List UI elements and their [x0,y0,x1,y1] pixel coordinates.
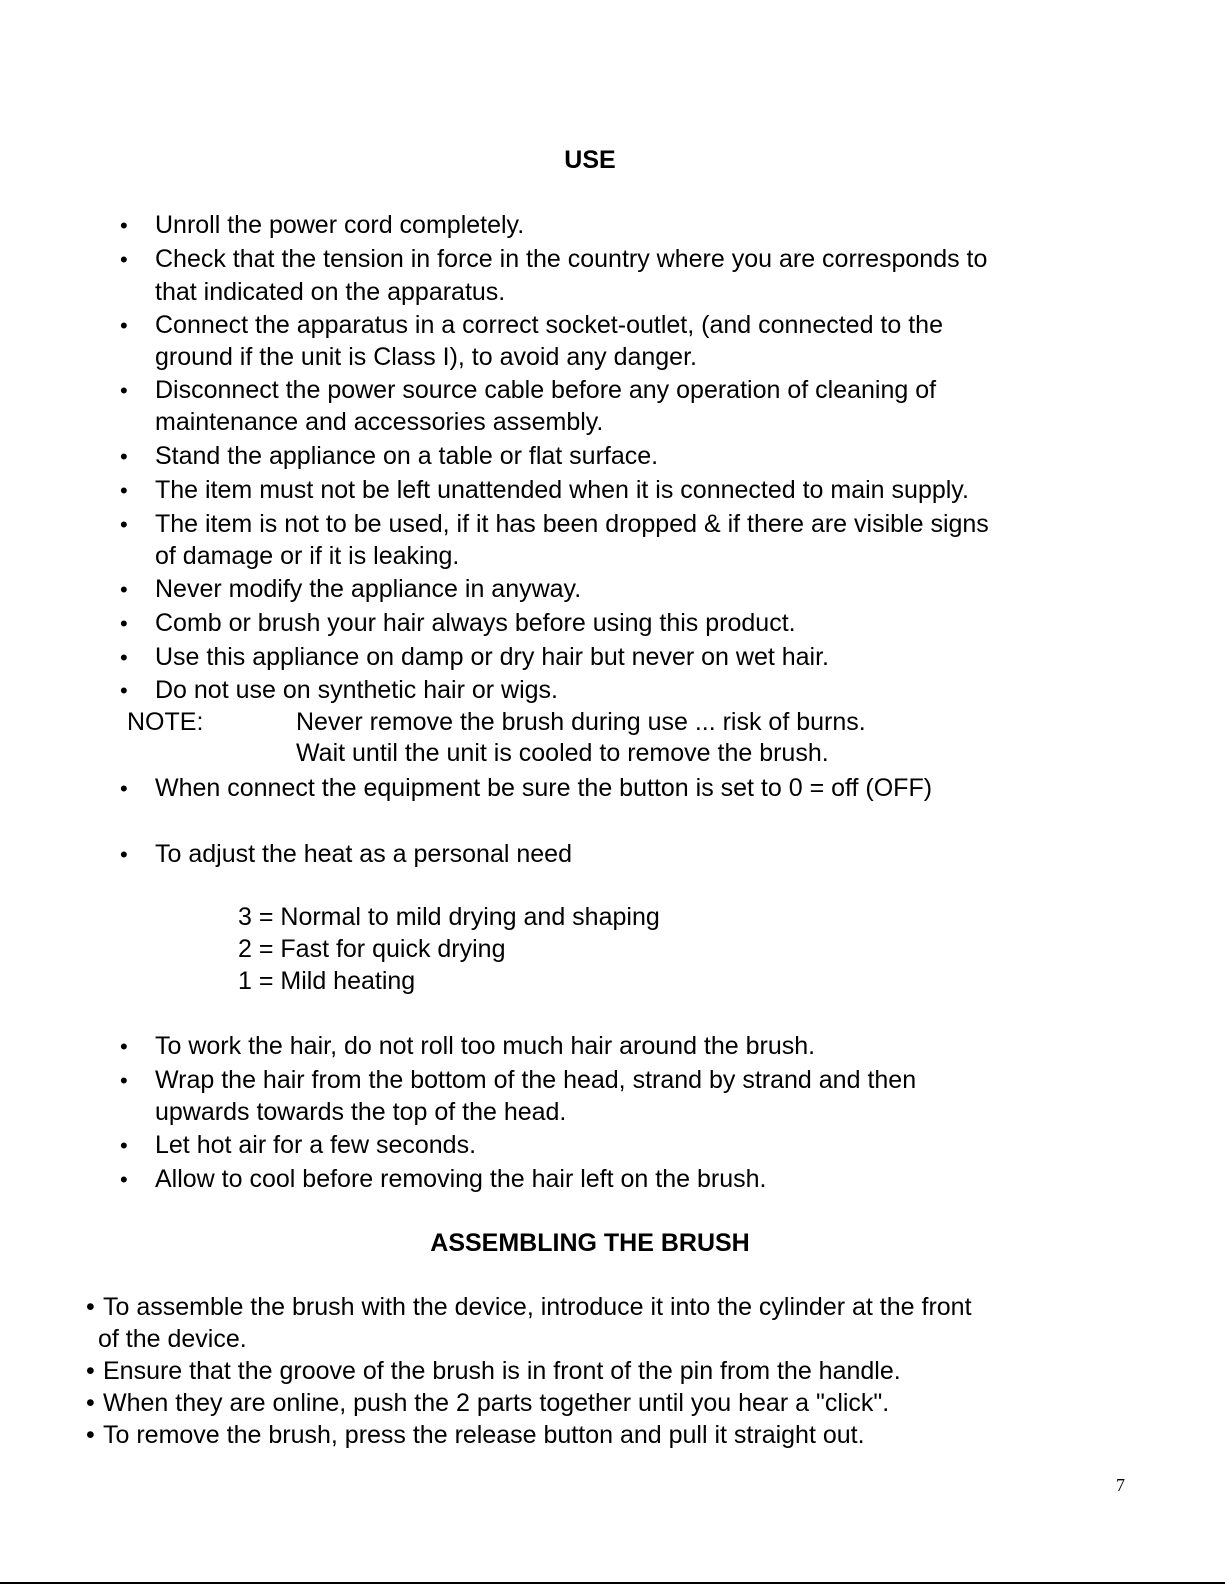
bullet-marker: • [120,776,128,801]
bullet-marker: • [86,1421,95,1449]
bullet-marker: • [120,444,128,469]
list-item-continuation: of damage or if it is leaking. [155,542,460,570]
list-item: Check that the tension in force in the country where you are corresponds to [155,245,988,273]
bullet-marker: • [120,247,128,272]
bullet-marker: • [120,678,128,703]
list-item: Connect the apparatus in a correct socket-outlet, (and connected to the [155,311,943,339]
list-item: To work the hair, do not roll too much hair around the brush. [155,1032,816,1060]
bullet-marker: • [120,842,128,867]
list-item: Comb or brush your hair always before using this product. [155,609,796,637]
bullet-marker: • [120,378,128,403]
list-item-continuation: maintenance and accessories assembly. [155,408,604,436]
heat-setting-item: 2 = Fast for quick drying [238,935,506,963]
note-text: Never remove the brush during use ... risk of burns. [296,708,866,736]
list-item-continuation: of the device. [98,1325,247,1353]
bottom-rule [0,1582,1225,1584]
heat-setting-item: 1 = Mild heating [238,967,416,995]
bullet-marker: • [86,1293,95,1321]
use-heading: USE [564,146,616,174]
list-item: When connect the equipment be sure the button is set to 0 = off (OFF) [155,774,933,802]
bullet-marker: • [120,1068,128,1093]
bullet-marker: • [120,1133,128,1158]
bullet-marker: • [120,313,128,338]
bullet-marker: • [120,645,128,670]
bullet-marker: • [120,611,128,636]
list-item: Stand the appliance on a table or flat surface. [155,442,659,470]
list-item: The item must not be left unattended when it is connected to main supply. [155,476,969,504]
page-number: 7 [1116,1475,1125,1495]
bullet-marker: • [120,512,128,537]
note-label: NOTE: [127,708,204,736]
bullet-marker: • [86,1389,95,1417]
list-item: To remove the brush, press the release button and pull it straight out. [103,1421,865,1449]
bullet-marker: • [120,213,128,238]
list-item: Disconnect the power source cable before any operation of cleaning of [155,376,937,404]
assembling-heading: ASSEMBLING THE BRUSH [430,1229,750,1257]
bullet-marker: • [120,1034,128,1059]
list-item: Unroll the power cord completely. [155,211,525,239]
list-item: Wrap the hair from the bottom of the head, strand by strand and then [155,1066,917,1094]
bullet-marker: • [120,1167,128,1192]
list-item: Do not use on synthetic hair or wigs. [155,676,558,704]
list-item: Use this appliance on damp or dry hair but never on wet hair. [155,643,829,671]
list-item: To adjust the heat as a personal need [155,840,572,868]
list-item-continuation: that indicated on the apparatus. [155,278,506,306]
list-item: The item is not to be used, if it has been dropped & if there are visible signs [155,510,989,538]
bullet-marker: • [120,577,128,602]
list-item-continuation: upwards towards the top of the head. [155,1098,567,1126]
list-item: To assemble the brush with the device, introduce it into the cylinder at the front [103,1293,972,1321]
list-item-continuation: ground if the unit is Class I), to avoid any danger. [155,343,697,371]
list-item: Never modify the appliance in anyway. [155,575,582,603]
heat-setting-item: 3 = Normal to mild drying and shaping [238,903,660,931]
list-item: When they are online, push the 2 parts together until you hear a "click". [103,1389,890,1417]
bullet-marker: • [86,1357,95,1385]
list-item: Let hot air for a few seconds. [155,1131,477,1159]
list-item: Ensure that the groove of the brush is in front of the pin from the handle. [103,1357,901,1385]
list-item: Allow to cool before removing the hair left on the brush. [155,1165,767,1193]
note-text: Wait until the unit is cooled to remove the brush. [296,739,829,767]
bullet-marker: • [120,478,128,503]
